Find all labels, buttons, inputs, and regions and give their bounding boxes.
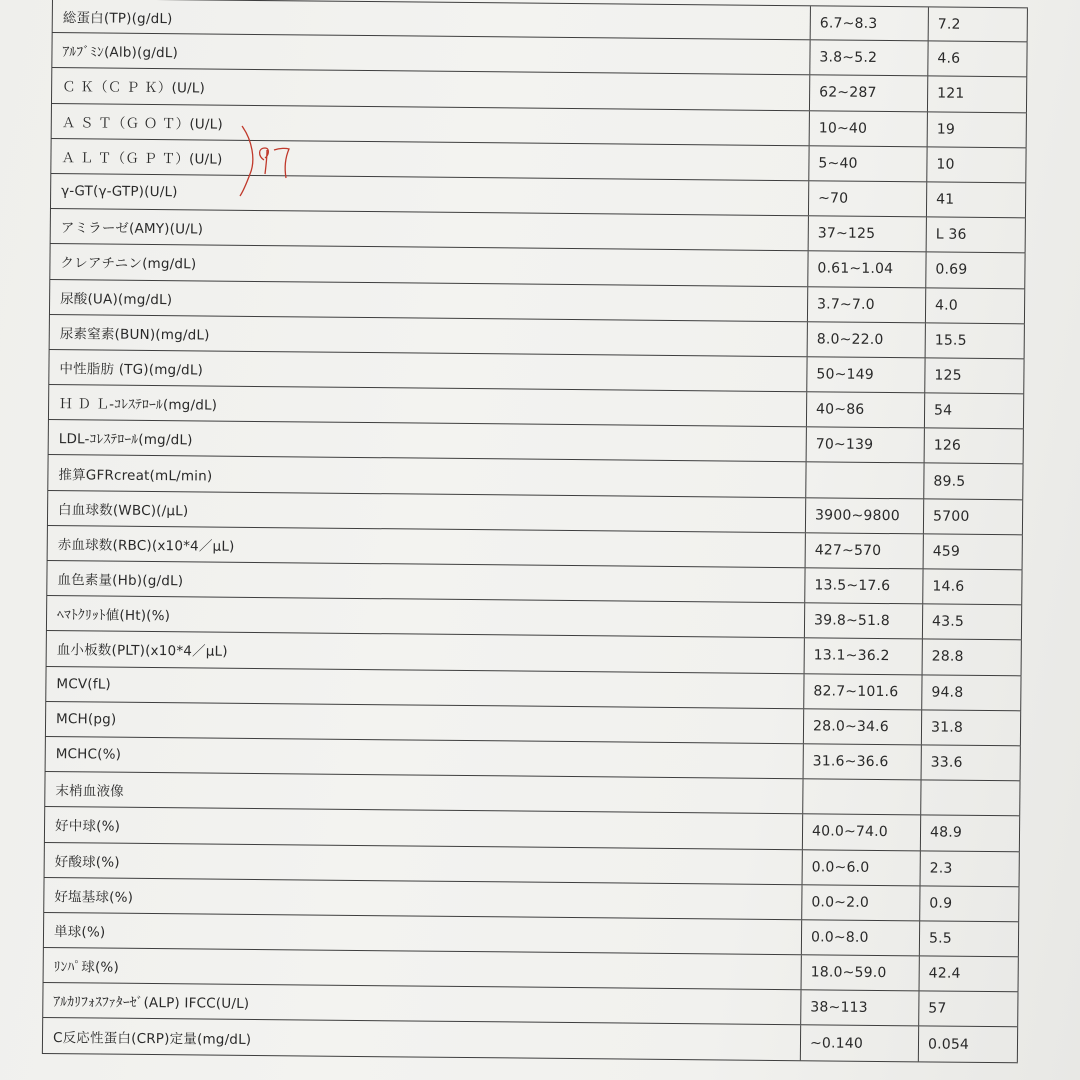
test-name-cell: ｱﾙﾌﾞﾐﾝ(Alb)(g/dL) [51, 33, 809, 74]
result-value-cell: 42.4 [919, 956, 1019, 991]
reference-range-cell: 18.0~59.0 [801, 955, 919, 990]
result-value-cell: 121 [927, 77, 1027, 112]
result-value-cell: 15.5 [925, 323, 1025, 358]
reference-range-cell [802, 779, 920, 814]
test-name-cell: Ｈ Ｄ Ｌ-ｺﾚｽﾃﾛｰﾙ(mg/dL) [48, 385, 806, 426]
reference-range-cell: 13.1~36.2 [804, 639, 922, 674]
test-name-cell: Ａ Ｌ Ｔ（Ｇ Ｐ Ｔ）(U/L) [50, 139, 808, 180]
reference-range-cell: 10~40 [809, 111, 927, 146]
test-name-cell: MCHC(%) [45, 737, 803, 778]
test-name-cell: C反応性蛋白(CRP)定量(mg/dL) [42, 1018, 800, 1059]
reference-range-cell: 70~139 [806, 428, 924, 463]
test-name-cell: 総蛋白(TP)(g/dL) [52, 0, 810, 39]
result-value-cell: L 36 [926, 218, 1026, 253]
result-value-cell: 89.5 [923, 464, 1023, 499]
result-value-cell: 2.3 [920, 851, 1020, 886]
result-value-cell: 126 [924, 429, 1024, 464]
reference-range-cell: 39.8~51.8 [804, 603, 922, 638]
result-value-cell: 57 [918, 992, 1018, 1027]
result-value-cell: 31.8 [921, 710, 1021, 745]
reference-range-cell: 6.7~8.3 [810, 6, 928, 40]
test-name-cell: 好中球(%) [44, 807, 802, 848]
reference-range-cell: ~0.140 [800, 1026, 918, 1061]
test-name-cell: Ｃ Ｋ（Ｃ Ｐ Ｋ）(U/L) [51, 68, 809, 109]
result-value-cell: 4.0 [925, 288, 1025, 323]
test-name-cell: 血色素量(Hb)(g/dL) [46, 561, 804, 602]
result-value-cell: 459 [923, 534, 1023, 569]
result-value-cell: 5700 [923, 499, 1023, 534]
test-name-cell: 単球(%) [43, 913, 801, 954]
result-value-cell: 41 [926, 182, 1026, 217]
reference-range-cell: 8.0~22.0 [807, 322, 925, 357]
test-name-cell: クレアチニン(mg/dL) [49, 244, 807, 285]
reference-range-cell: 0.0~8.0 [801, 920, 919, 955]
result-value-cell [920, 780, 1020, 815]
test-name-cell: 尿素窒素(BUN)(mg/dL) [49, 315, 807, 356]
result-value-cell: 43.5 [922, 605, 1022, 640]
test-name-cell: γ-GT(γ-GTP)(U/L) [50, 174, 808, 215]
test-name-cell: MCV(fL) [45, 667, 803, 708]
result-value-cell: 54 [924, 393, 1024, 428]
test-name-cell: 赤血球数(RBC)(x10*4／μL) [47, 526, 805, 567]
reference-range-cell: 38~113 [800, 990, 918, 1025]
reference-range-cell: 40~86 [806, 392, 924, 427]
result-value-cell: 14.6 [922, 569, 1022, 604]
result-value-cell: 28.8 [922, 640, 1022, 675]
result-value-cell: 48.9 [920, 816, 1020, 851]
result-value-cell: 10 [926, 147, 1026, 182]
result-value-cell: 5.5 [919, 921, 1019, 956]
test-name-cell: LDL-ｺﾚｽﾃﾛｰﾙ(mg/dL) [48, 420, 806, 461]
test-name-cell: ﾘﾝﾊﾟ球(%) [43, 948, 801, 989]
reference-range-cell: 0.0~2.0 [801, 885, 919, 920]
reference-range-cell [805, 463, 923, 498]
test-name-cell: 末梢血液像 [44, 772, 802, 813]
result-value-cell: 0.054 [918, 1027, 1018, 1062]
test-name-cell: ﾍﾏﾄｸﾘｯﾄ値(Ht)(%) [46, 596, 804, 637]
reference-range-cell: 0.0~6.0 [802, 850, 920, 885]
result-value-cell: 125 [924, 358, 1024, 393]
reference-range-cell: 50~149 [806, 357, 924, 392]
test-name-cell: 推算GFRcreat(mL/min) [47, 455, 805, 496]
test-name-cell: 白血球数(WBC)(/μL) [47, 491, 805, 532]
result-value-cell: 94.8 [921, 675, 1021, 710]
result-value-cell: 19 [927, 112, 1027, 147]
reference-range-cell: 28.0~34.6 [803, 709, 921, 744]
reference-range-cell: 37~125 [808, 216, 926, 251]
test-name-cell: アミラーゼ(AMY)(U/L) [50, 209, 808, 250]
reference-range-cell: 13.5~17.6 [804, 568, 922, 603]
reference-range-cell: 62~287 [809, 76, 927, 111]
reference-range-cell: 5~40 [808, 146, 926, 181]
reference-range-cell: 40.0~74.0 [802, 815, 920, 850]
test-name-cell: 血小板数(PLT)(x10*4／μL) [46, 631, 804, 672]
result-value-cell: 7.2 [928, 7, 1028, 41]
reference-range-cell: 31.6~36.6 [803, 744, 921, 779]
reference-range-cell: 82.7~101.6 [803, 674, 921, 709]
test-name-cell: 好酸球(%) [44, 842, 802, 883]
test-name-cell: ｱﾙｶﾘﾌｫｽﾌｧﾀｰｾﾞ(ALP) IFCC(U/L) [42, 983, 800, 1024]
reference-range-cell: 0.61~1.04 [807, 252, 925, 287]
reference-range-cell: 427~570 [805, 533, 923, 568]
reference-range-cell: ~70 [808, 181, 926, 216]
result-value-cell: 33.6 [921, 745, 1021, 780]
reference-range-cell: 3900~9800 [805, 498, 923, 533]
result-value-cell: 0.69 [925, 253, 1025, 288]
reference-range-cell: 3.8~5.2 [809, 40, 927, 75]
result-value-cell: 0.9 [919, 886, 1019, 921]
lab-results-table [42, 0, 1028, 1063]
test-name-cell: MCH(pg) [45, 702, 803, 743]
test-name-cell: Ａ Ｓ Ｔ（Ｇ Ｏ Ｔ）(U/L) [51, 104, 809, 145]
reference-range-cell: 3.7~7.0 [807, 287, 925, 322]
test-name-cell: 好塩基球(%) [43, 878, 801, 919]
result-value-cell: 4.6 [927, 42, 1027, 77]
test-name-cell: 尿酸(UA)(mg/dL) [49, 279, 807, 320]
test-name-cell: 中性脂肪 (TG)(mg/dL) [48, 350, 806, 391]
